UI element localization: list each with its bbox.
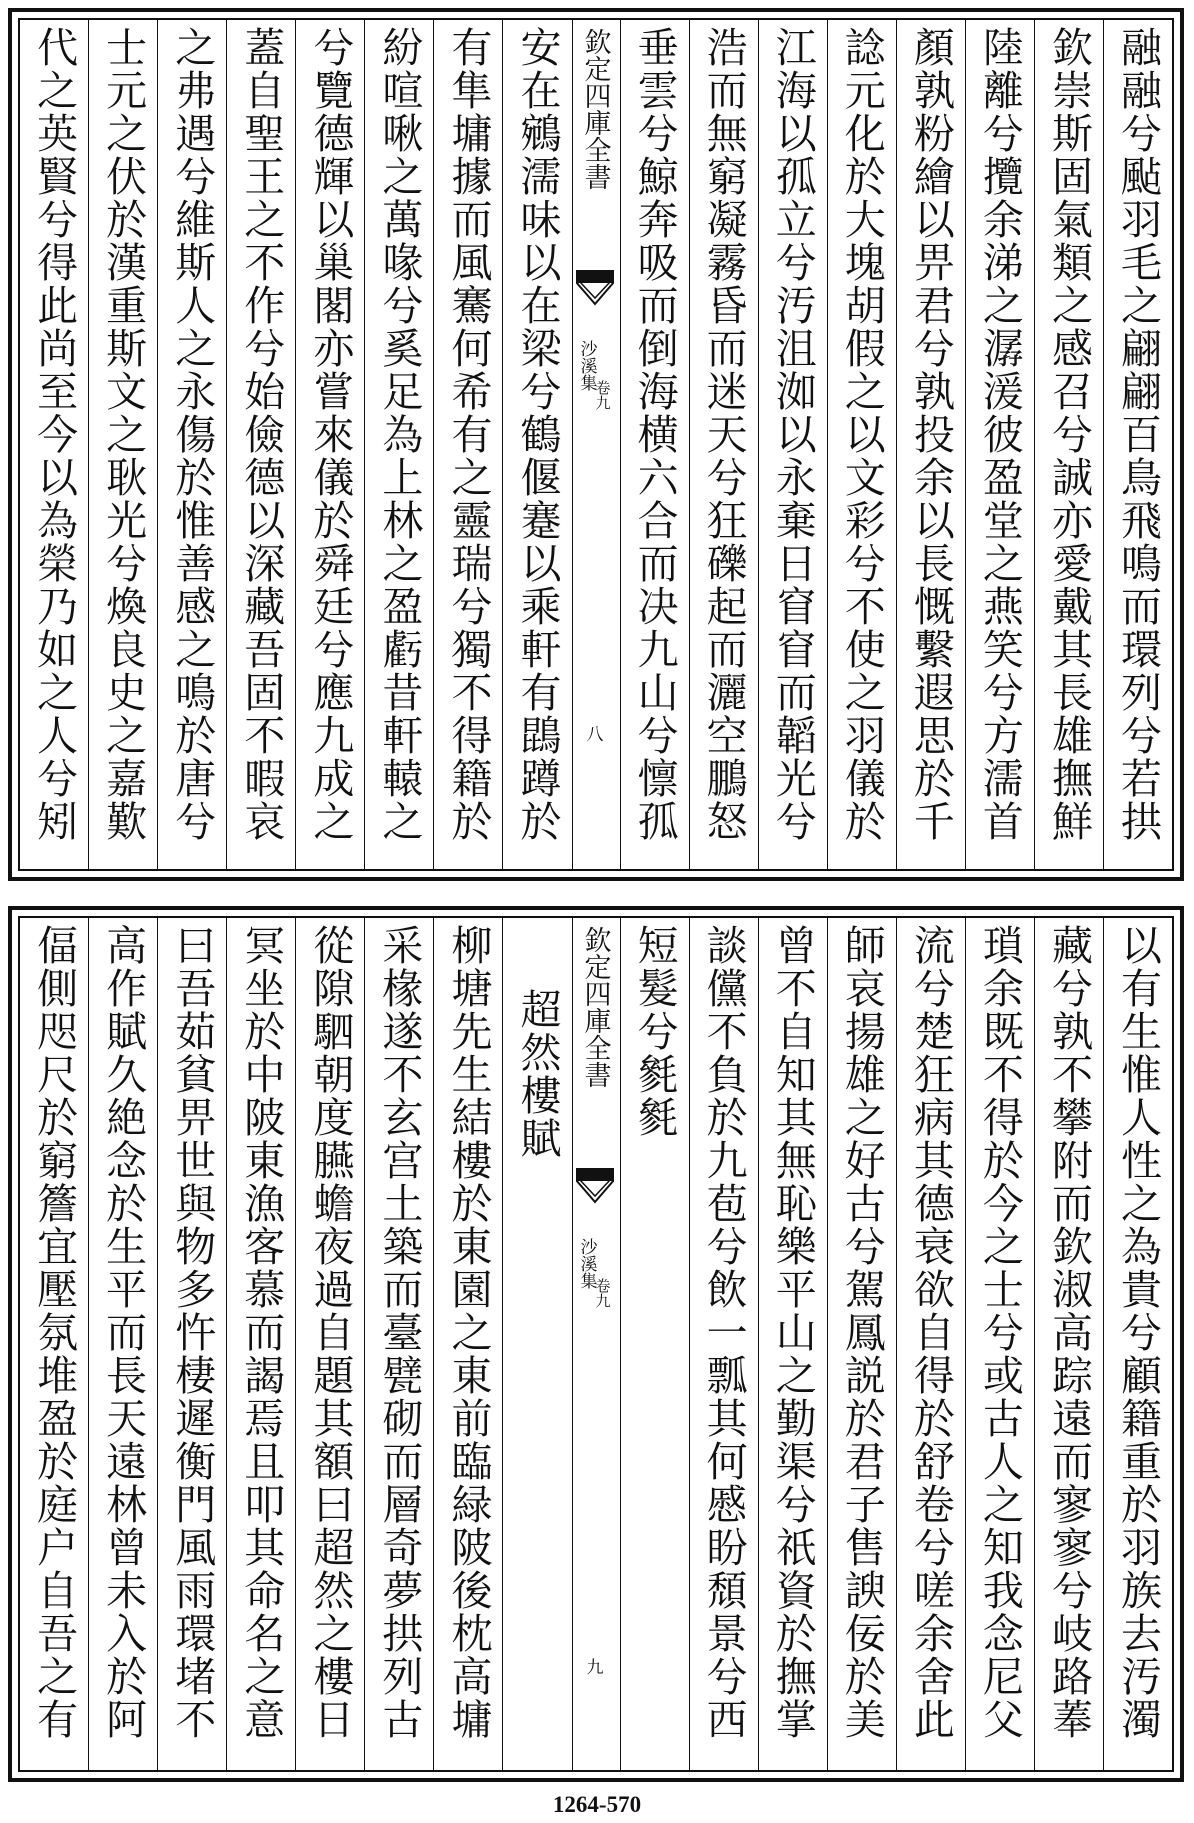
text-column: 諗元化於大塊胡假之以文彩兮不使之羽儀於 [827, 20, 896, 869]
center-title: 欽定四庫全書 [579, 926, 611, 1088]
text-column: 偪側咫尺於窮簷宜壓氛堆盈於庭户自吾之有 [30, 924, 79, 1741]
text-column: 短髮兮毿毿 [620, 918, 689, 1770]
center-margin [572, 918, 620, 1770]
text-column: 欽崇斯固氣類之感召兮誠亦愛戴其長雄撫鮮 [1034, 20, 1103, 869]
text-column: 曰吾茹貧畀世與物多忤棲遲衡門風雨環堵不 [157, 918, 226, 1770]
page-number: 八 [586, 725, 604, 745]
volume-name: 沙溪集 [576, 1238, 597, 1289]
text-column: 藏兮孰不攀附而欽淑高踪遠而寥寥兮岐路菶 [1034, 918, 1103, 1770]
text-column: 師哀揚雄之好古兮駕鳳説於君子售諛佞於美 [827, 918, 896, 1770]
text-column: 冥坐於中陂東漁客慕而謁焉且叩其命名之意 [226, 918, 295, 1770]
chapter-label: 卷九 [593, 380, 612, 410]
center-margin [572, 20, 620, 869]
volume-name: 沙溪集 [576, 340, 597, 391]
page-footer-number: 1264-570 [552, 1792, 642, 1817]
text-column: 之弗遇兮維斯人之永傷於惟善感之鳴於唐兮 [157, 20, 226, 869]
text-column: 從隙駟朝度臙蟾夜過自題其額曰超然之樓日 [295, 918, 364, 1770]
text-column: 以有生惟人性之為貴兮顧籍重於羽族去汚濁 [1103, 918, 1172, 1770]
text-column: 柳塘先生結樓於東園之東前臨緑陂後枕高墉 [433, 918, 502, 1770]
section-title: 超然樓賦 [502, 918, 571, 1770]
center-title: 欽定四庫全書 [579, 28, 611, 190]
text-column: 安在鵷濡味以在梁兮鶴偃蹇以乘軒有鵾蹲於 [502, 20, 571, 869]
text-column: 江海以孤立兮汚沮洳以永棄日窅窅而韜光兮 [758, 20, 827, 869]
text-column: 紛喧啾之萬喙兮奚足為上林之盈虧昔軒轅之 [364, 20, 433, 869]
text-column: 浩而無窮凝霧昏而迷天兮狂礫起而灑空鵬怒 [689, 20, 758, 869]
text-column: 流兮楚狂病其德衰欲自得於舒卷兮嗟余舍此 [896, 918, 965, 1770]
page-number: 九 [586, 1658, 604, 1678]
text-column: 士元之伏於漢重斯文之耿光兮煥良史之嘉歎 [88, 20, 157, 869]
text-column: 代之英賢兮得此尚至今以為榮乃如之人兮矧 [30, 26, 79, 843]
text-column: 采椽遂不玄宫土築而臺甓砌而層奇夢拱列古 [364, 918, 433, 1770]
text-column: 曾不自知其無恥樂平山之勤渠兮祇資於撫掌 [758, 918, 827, 1770]
text-column: 瑣余既不得於今之士兮或古人之知我念尼父 [965, 918, 1034, 1770]
text-column: 兮覽德輝以巢閣亦嘗來儀於舜廷兮應九成之 [295, 20, 364, 869]
text-column: 陸離兮攬余涕之潺湲彼盈堂之燕笑兮方濡首 [965, 20, 1034, 869]
text-column: 融融兮颭羽毛之翩翩百鳥飛鳴而環列兮若拱 [1103, 20, 1172, 869]
bottom-page [8, 906, 1184, 1782]
top-page [8, 8, 1184, 881]
chapter-label: 卷九 [593, 1278, 612, 1308]
text-column: 有隼墉據而風騫何希有之靈瑞兮獨不得籍於 [433, 20, 502, 869]
text-column: 顏孰粉繪以畀君兮孰投余以長慨繫遐思於千 [896, 20, 965, 869]
text-column: 談儻不負於九苞兮飲一瓢其何慼盼頹景兮西 [689, 918, 758, 1770]
text-column: 高作賦久絶念於生平而長天遠林曾未入於阿 [88, 918, 157, 1770]
text-column: 垂雲兮鯨奔吸而倒海横六合而决九山兮懔孤 [620, 20, 689, 869]
fish-tail-mark-icon [576, 1168, 614, 1204]
fish-tail-mark-icon [576, 270, 614, 306]
text-column: 蓋自聖王之不作兮始儉德以深藏吾固不暇哀 [226, 20, 295, 869]
